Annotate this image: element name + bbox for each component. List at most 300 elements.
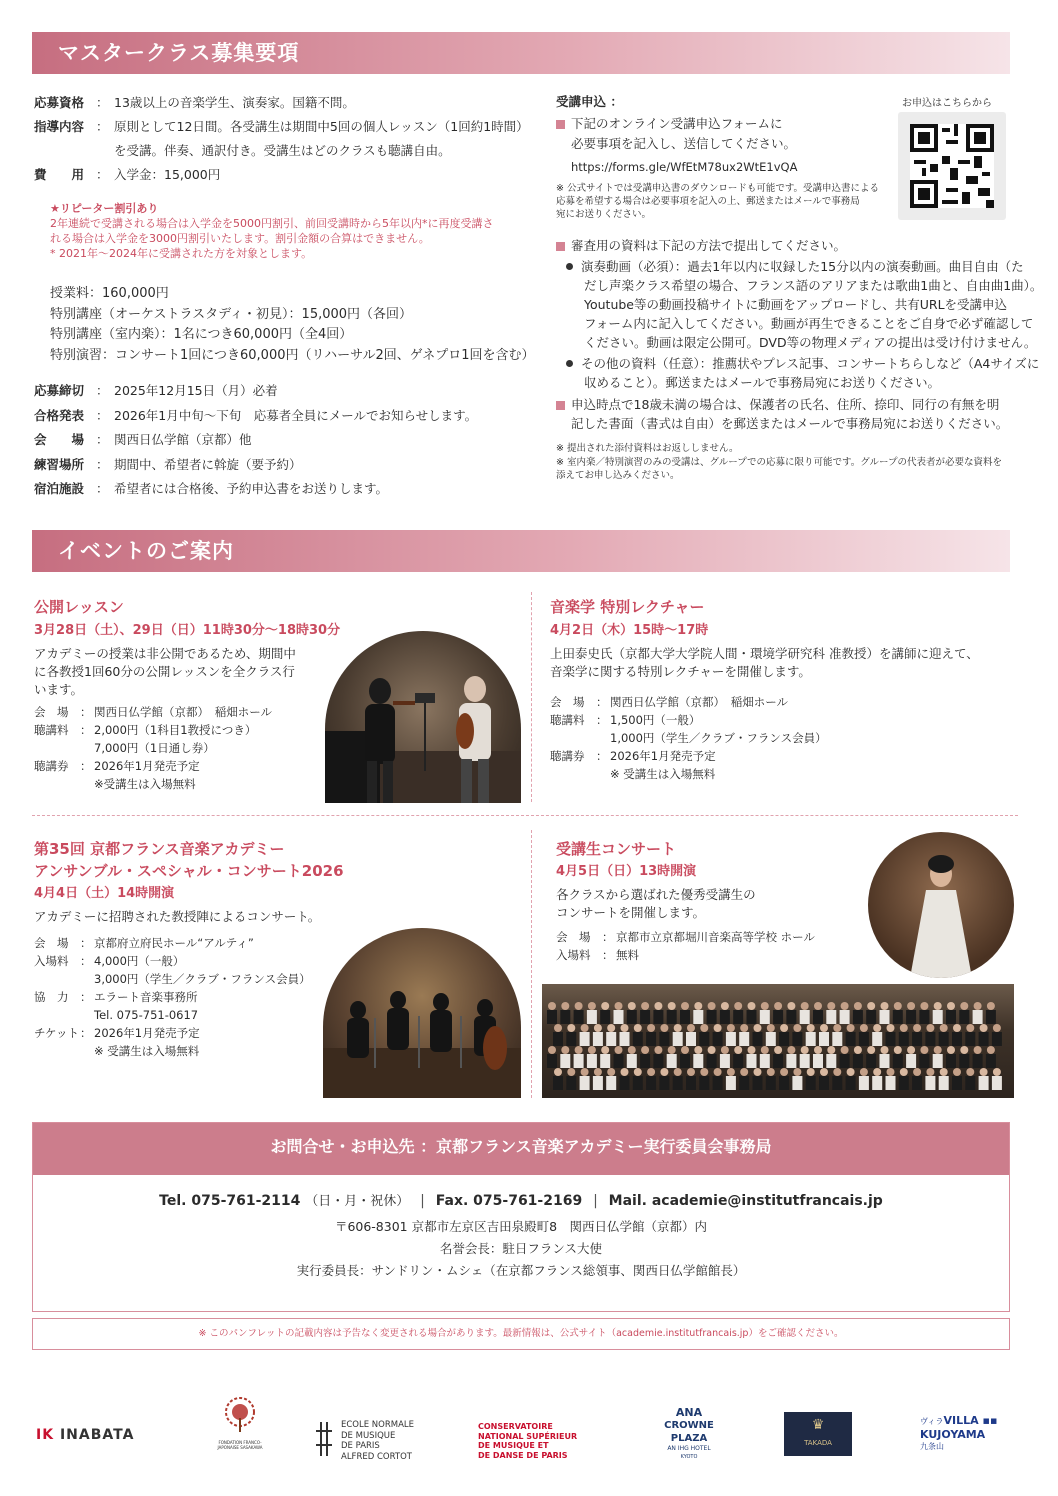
notice-box (32, 1318, 1010, 1350)
detail-value: ※ 受講生は入場無料 (610, 767, 716, 781)
detail-value: 3,000円（学生／クラブ・フランス会員） (94, 972, 311, 986)
crowd-body (886, 1032, 896, 1046)
detail-value: ※受講生は入場無料 (94, 777, 196, 791)
qr-caption: お申込はこちらから (902, 98, 992, 109)
crowd-head (567, 1068, 575, 1076)
crowd-body (979, 1032, 989, 1046)
text-line: 上田泰史氏（京都大学大学院人間・環境学研究科 准教授）を講師に迎えて、 (550, 646, 979, 661)
event-date: 4月5日（日）13時開演 (556, 864, 697, 879)
ana-crowne-plaza-logo (654, 1406, 724, 1461)
crowd-head (947, 1046, 955, 1054)
text-span: Youtube等の動画投稿サイトに動画をアップロードし、共有URLを受講申込 (584, 297, 1008, 312)
crowd-body (792, 1076, 802, 1090)
crowd-body (766, 1032, 776, 1046)
requirement-value: 13歳以上の音楽学生、演奏家。国籍不問。 (114, 95, 355, 110)
detail-row (550, 711, 1020, 729)
crowd-head (900, 1068, 908, 1076)
crowd-body (859, 1032, 869, 1046)
crowd-body (566, 1076, 576, 1090)
qr-code-icon[interactable] (910, 124, 994, 208)
crowd-body (600, 1010, 610, 1024)
crowd-head (668, 1002, 676, 1010)
detail-value: 1,500円（一般） (610, 713, 701, 727)
colon: ： (80, 723, 92, 737)
text-line: 特別演習：コンサート1回につき60,000円（リハーサル2回、ゲネプロ1回を含む） (50, 347, 535, 363)
crowd-body (819, 1032, 829, 1046)
crowd-head (660, 1068, 668, 1076)
crowd-body (553, 1076, 563, 1090)
text-line (556, 276, 1042, 295)
crowd-head (820, 1024, 828, 1032)
apply-title: 受講申込 ： (556, 94, 623, 109)
detail-label: 会 場 (550, 695, 585, 709)
crowd-body (826, 1054, 836, 1068)
crowd-head (807, 1024, 815, 1032)
text-line (556, 333, 1042, 352)
detail-value: Tel. 075-751-0617 (94, 1008, 199, 1022)
detail-label: 聴講料 (550, 713, 585, 727)
ecole-line: DE MUSIQUE (341, 1430, 396, 1441)
detail-row (550, 729, 1020, 747)
crowd-body (806, 1076, 816, 1090)
text-span: 収めること）。郵送またはメールで事務局宛にお送りください。 (584, 375, 941, 390)
contact-box (32, 1122, 1010, 1312)
crowd-body (739, 1032, 749, 1046)
detail-row (34, 970, 374, 988)
crowd-body (919, 1010, 929, 1024)
crowd-body (726, 1076, 736, 1090)
apply-form-link[interactable]: https://forms.gle/WfEtM78ux2WtE1vQA (571, 160, 798, 174)
inabata-mark: IK (36, 1427, 55, 1443)
kujoyama-text: KUJOYAMA (920, 1428, 986, 1441)
requirement-label: 応募締切 (34, 383, 85, 398)
crowd-head (926, 1024, 934, 1032)
ecole-normale-logo (316, 1420, 414, 1462)
crowd-body (853, 1054, 863, 1068)
crowd-body (693, 1010, 703, 1024)
repeater-note (50, 201, 494, 261)
ana-line: CROWNE PLAZA (664, 1420, 714, 1444)
crowd-head (867, 1002, 875, 1010)
crowd-head (801, 1046, 809, 1054)
crowd-head (575, 1002, 583, 1010)
crowd-body (659, 1032, 669, 1046)
detail-value: 2,000円（1科目1教授につき） (94, 723, 257, 737)
crowd-head (588, 1002, 596, 1010)
square-bullet-icon (556, 401, 565, 410)
colon (96, 141, 114, 161)
crowd-head (754, 1024, 762, 1032)
crowd-body (667, 1010, 677, 1024)
crowd-head (907, 1002, 915, 1010)
crowd-body (779, 1076, 789, 1090)
colon (80, 775, 94, 793)
crowd-head (674, 1068, 682, 1076)
detail-value: 2026年1月発売予定 (94, 1026, 200, 1040)
colon: ： (96, 432, 109, 447)
detail-row (34, 934, 374, 952)
requirement-row (34, 479, 388, 499)
detail-label (34, 1006, 80, 1024)
crowd-head (814, 1046, 822, 1054)
crowd-body (620, 1032, 630, 1046)
colon (80, 739, 94, 757)
crowd-body (633, 1076, 643, 1090)
crowd-body (580, 1032, 590, 1046)
conservatoire-line: CONSERVATOIRE (478, 1422, 553, 1431)
detail-row (550, 747, 1020, 765)
requirement-row (34, 93, 355, 113)
detail-row (34, 988, 374, 1006)
master-heading: マスタークラス募集要項 (32, 32, 1010, 74)
student-concert-photo (868, 832, 1014, 978)
detail-value: エラート音楽事務所 (94, 990, 198, 1004)
crowd-body (673, 1032, 683, 1046)
colon (596, 765, 610, 783)
crowd-body (819, 1076, 829, 1090)
crowd-body (872, 1032, 882, 1046)
requirement-row (34, 455, 302, 475)
crowd-body (979, 1076, 989, 1090)
text-line: 特別講座（室内楽）：1名につき60,000円（全4回） (50, 327, 353, 342)
event-student-concert (556, 838, 866, 964)
crowd-body (760, 1010, 770, 1024)
detail-label: 協 力 (34, 990, 69, 1004)
detail-label (34, 1042, 80, 1060)
crowd-head (854, 1002, 862, 1010)
crowd-head (974, 1002, 982, 1010)
crowd-body (699, 1032, 709, 1046)
crowd-body (880, 1010, 890, 1024)
crowd-head (681, 1046, 689, 1054)
text-line: に各教授1回60分の公開レッスンを全クラス行 (34, 664, 295, 679)
text-line: 応募を希望する場合は必要事項を記入の上、郵送またはメールで事務局 (556, 196, 860, 207)
requirement-value: 2025年12月15日（月）必着 (114, 383, 278, 398)
requirement-row (34, 117, 529, 137)
crowd-body (906, 1054, 916, 1068)
crowd-head (860, 1068, 868, 1076)
event-lecture (550, 596, 1020, 783)
crowd-head (727, 1024, 735, 1032)
crowd-head (668, 1046, 676, 1054)
crowd-head (920, 1046, 928, 1054)
text-line: 音楽学に関する特別レクチャーを開催します。 (550, 664, 811, 679)
colon (80, 970, 94, 988)
crowd-body (606, 1076, 616, 1090)
divider (531, 830, 532, 1098)
crowd-head (873, 1024, 881, 1032)
event-date: 4月4日（土）14時開演 (34, 886, 175, 901)
crowd-body (627, 1054, 637, 1068)
crowd-head (761, 1002, 769, 1010)
requirement-label: 会 場 (34, 432, 85, 447)
crowd-head (607, 1024, 615, 1032)
crowd-head (841, 1046, 849, 1054)
detail-label: 会 場 (34, 705, 69, 719)
crowd-body (753, 1076, 763, 1090)
crowd-body (806, 1032, 816, 1046)
notice-text: ※ このパンフレットの記載内容は予告なく変更される場合があります。最新情報は、公式サイト（academie.institutfrancais.jp）をご確認ください。 (198, 1328, 844, 1339)
detail-value: 関西日仏学館（京都） 稲畑ホール (94, 705, 273, 719)
crowd-body (614, 1054, 624, 1068)
crowd-head (594, 1024, 602, 1032)
detail-label (34, 775, 80, 793)
crowd-body (965, 1032, 975, 1046)
tel-number[interactable]: Tel. 075-761-2114 (159, 1193, 301, 1209)
event-title: 公開レッスン (34, 598, 124, 616)
requirement-value: 期間中、希望者に斡旋（要予約） (114, 456, 302, 472)
text-span: その他の資料（任意）：推薦状やプレス記事、コンサートちらしなど（A4サイズに (581, 356, 1040, 371)
crowd-head (714, 1068, 722, 1076)
crowd-head (894, 1046, 902, 1054)
colon: ： (80, 954, 92, 968)
colon: ： (80, 1026, 92, 1040)
violin-lesson-illustration (325, 631, 521, 803)
requirement-value: 希望者には合格後、予約申込書をお送りします。 (114, 481, 389, 496)
crowd-head (867, 1046, 875, 1054)
fondation-text: FONDATION FRANCO-JAPONAISE SASAKAWA (217, 1440, 263, 1450)
crowd-head (694, 1002, 702, 1010)
detail-label: 会 場 (556, 930, 591, 944)
crowd-body (952, 1032, 962, 1046)
crowd-head (873, 1068, 881, 1076)
crowd-head (601, 1046, 609, 1054)
requirement-label: 練習場所 (34, 456, 85, 472)
apply-line1b: 必要事項を記入し、送信してください。 (571, 136, 797, 151)
requirement-label: 費 用 (34, 167, 85, 182)
text-line (556, 314, 1042, 333)
requirement-label: 指導内容 (34, 119, 85, 134)
colon: ： (96, 167, 109, 182)
crowd-body (553, 1032, 563, 1046)
crowd-head (694, 1046, 702, 1054)
villa-ruby: ヴィラ (920, 1417, 944, 1426)
detail-row (34, 703, 334, 721)
detail-label: チケット (34, 1026, 79, 1040)
inabata-logo (36, 1427, 135, 1443)
text-line: 宛にお送りください。 (556, 209, 652, 220)
fax-number: Fax. 075-761-2169 (435, 1193, 583, 1209)
crowd-body (912, 1076, 922, 1090)
crowd-body (986, 1010, 996, 1024)
colon: ： (96, 481, 109, 496)
group-photo (542, 984, 1014, 1098)
requirement-value: を受講。伴奏、通訳付き。受講生はどのクラスも聴講自由。 (114, 143, 451, 158)
detail-row (34, 757, 334, 775)
review-title: 審査用の資料は下記の方法で提出してください。 (571, 238, 847, 253)
crowd-body (973, 1010, 983, 1024)
crowd-body (753, 1032, 763, 1046)
crowd-body (773, 1054, 783, 1068)
crowd-body (939, 1076, 949, 1090)
crowd-head (607, 1068, 615, 1076)
crowd-body (952, 1076, 962, 1090)
crowd-body (560, 1010, 570, 1024)
crowd-head (561, 1046, 569, 1054)
crowd-head (641, 1002, 649, 1010)
crowd-body (720, 1010, 730, 1024)
address: 〒606-8301 京都市左京区吉田泉殿町8 関西日仏学館（京都）内 (334, 1219, 708, 1234)
requirement-label: 宿泊施設 (34, 481, 85, 496)
crowd-body (726, 1032, 736, 1046)
bullet-icon (566, 263, 573, 270)
crowd-head (548, 1046, 556, 1054)
villa-kujoyama-logo: ヴィラVILLA ▪▪ KUJOYAMA 九条山 (920, 1414, 998, 1451)
crowd-body (893, 1010, 903, 1024)
colon: ： (80, 990, 92, 1004)
crowd-head (674, 1024, 682, 1032)
text-line: 各クラスから選ばれた優秀受講生の (556, 887, 756, 902)
crowd-body (627, 1010, 637, 1024)
crowd-body (733, 1010, 743, 1024)
divider (32, 815, 1018, 816)
crowd-head (748, 1002, 756, 1010)
colon: ： (96, 407, 109, 423)
crowd-head (907, 1046, 915, 1054)
crowd-body (846, 1076, 856, 1090)
crowd-head (974, 1046, 982, 1054)
text-line: 添えてお申し込みください。 (556, 470, 680, 481)
crowd-head (960, 1002, 968, 1010)
crowd-head (913, 1068, 921, 1076)
crowd-head (934, 1002, 942, 1010)
apply-line1a: 下記のオンライン受講申込フォームに (571, 116, 783, 131)
detail-row (34, 739, 334, 757)
crowd-head (761, 1046, 769, 1054)
crowd-head (940, 1024, 948, 1032)
crowd-head (721, 1002, 729, 1010)
crowd-body (600, 1054, 610, 1068)
crowd-head (966, 1024, 974, 1032)
crowd-head (740, 1068, 748, 1076)
crowd-head (615, 1002, 623, 1010)
crowd-head (947, 1002, 955, 1010)
crowd-head (980, 1024, 988, 1032)
fee-list (50, 284, 534, 366)
detail-value: ※ 受講生は入場無料 (94, 1044, 200, 1058)
text-line: 特別講座（オーケストラスタディ・初見）：15,000円（各回） (50, 306, 413, 322)
crowd-body (933, 1010, 943, 1024)
colon: ： (602, 948, 614, 962)
text-line (556, 295, 1042, 314)
crowd-head (548, 1002, 556, 1010)
requirement-value: 入学金：15,000円 (114, 167, 221, 182)
crowd-body (866, 1054, 876, 1068)
crowd-body (786, 1054, 796, 1068)
crowd-body (899, 1032, 909, 1046)
detail-label: 入場料 (34, 954, 69, 968)
crowd-body (587, 1054, 597, 1068)
square-bullet-icon (556, 120, 565, 129)
crowd-head (920, 1002, 928, 1010)
colon: ： (596, 713, 608, 727)
crowd-body (880, 1054, 890, 1068)
crowd-head (833, 1024, 841, 1032)
crowd-head (647, 1024, 655, 1032)
crowd-body (680, 1010, 690, 1024)
crowd-head (561, 1002, 569, 1010)
colon: ： (596, 695, 608, 709)
crowd-head (913, 1024, 921, 1032)
crowd-head (833, 1068, 841, 1076)
square-bullet-icon (556, 242, 565, 251)
crowd-body (646, 1032, 656, 1046)
crowd-body (713, 1076, 723, 1090)
crowd-head (628, 1046, 636, 1054)
requirement-value: 関西日仏学館（京都）他 (114, 432, 252, 447)
crowd-head (660, 1024, 668, 1032)
crowd-head (714, 1024, 722, 1032)
mail-address[interactable]: Mail. academie@institutfrancais.jp (608, 1193, 883, 1209)
crowd-head (554, 1024, 562, 1032)
detail-value: 2026年1月発売予定 (94, 759, 200, 773)
crowd-head (727, 1068, 735, 1076)
honorary-president: 名誉会長：駐日フランス大使 (439, 1241, 603, 1256)
crowd-head (654, 1002, 662, 1010)
ecole-line: ECOLE NORMALE (341, 1420, 415, 1430)
crowd-head (681, 1002, 689, 1010)
crowd-body (959, 1054, 969, 1068)
detail-value: 関西日仏学館（京都） 稲畑ホール (610, 695, 789, 709)
crowd-body (574, 1010, 584, 1024)
crowd-head (687, 1068, 695, 1076)
crowd-body (925, 1076, 935, 1090)
repeater-title: ★リピーター割引あり (50, 202, 159, 215)
crowd-head (926, 1068, 934, 1076)
group-photo-illustration (542, 984, 1014, 1098)
ecole-line: ALFRED CORTOT (341, 1451, 412, 1462)
crowd-head (793, 1068, 801, 1076)
event-date: 4月2日（木）15時～17時 (550, 623, 709, 638)
crowd-head (780, 1068, 788, 1076)
crowd-body (766, 1076, 776, 1090)
crowd-body (832, 1032, 842, 1046)
villa-text: VILLA (943, 1414, 979, 1427)
crowd-body (919, 1054, 929, 1068)
crowd-body (633, 1032, 643, 1046)
cortot-icon (316, 1420, 336, 1458)
detail-row (550, 765, 1020, 783)
divider (531, 592, 532, 802)
crowd-head (787, 1002, 795, 1010)
apply-online (556, 114, 797, 177)
crowd-body (739, 1076, 749, 1090)
crowd-head (787, 1046, 795, 1054)
crowd-head (734, 1046, 742, 1054)
crowd-body (899, 1076, 909, 1090)
crowd-head (615, 1046, 623, 1054)
crowd-head (793, 1024, 801, 1032)
detail-label: 入場料 (556, 948, 591, 962)
crowd-body (992, 1076, 1002, 1090)
colon: ： (80, 705, 92, 719)
crowd-head (966, 1068, 974, 1076)
detail-label (34, 739, 80, 757)
colon: ： (80, 936, 92, 950)
crowd-head (807, 1068, 815, 1076)
crowd-head (881, 1002, 889, 1010)
text-line: ※ 公式サイトでは受講申込書のダウンロードも可能です。受講申込書による (556, 183, 880, 194)
crowd-body (800, 1010, 810, 1024)
takada-logo (784, 1412, 852, 1456)
crowd-head (754, 1068, 762, 1076)
text-span: だし声楽クラス希望の場合、フランス語のアリアまたは歌曲1曲と、自由曲1曲）。 (584, 278, 1043, 293)
crowd-body (566, 1032, 576, 1046)
crowd-head (774, 1002, 782, 1010)
crowd-body (912, 1032, 922, 1046)
crowd-head (721, 1046, 729, 1054)
crowd-head (887, 1068, 895, 1076)
